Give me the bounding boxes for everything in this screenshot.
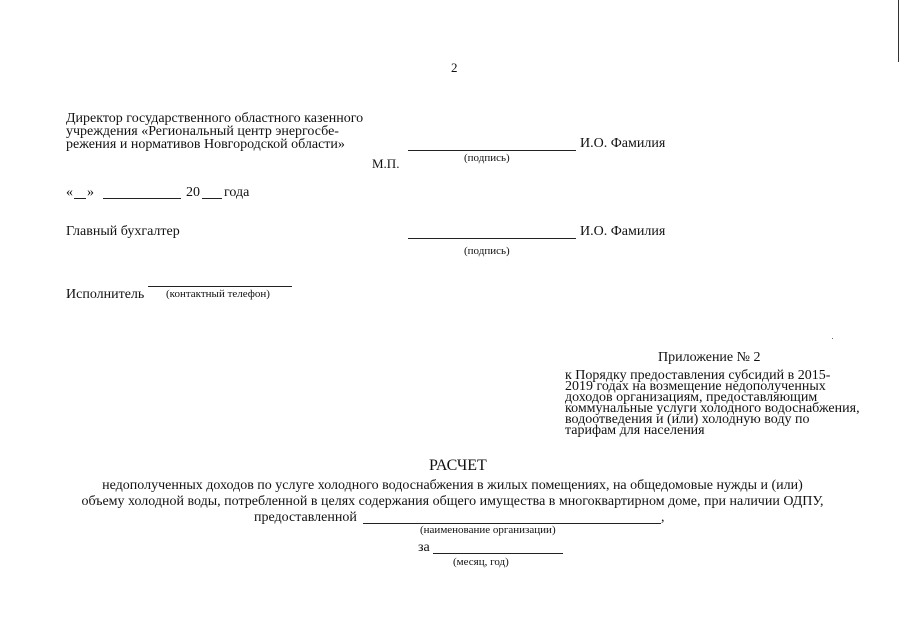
accountant-name: И.О. Фамилия [580, 224, 666, 239]
organization-caption: (наименование организации) [420, 524, 556, 536]
appendix-line-1: к Порядку предоставления субсидий в 2015- [565, 368, 831, 383]
accountant-signature-line [408, 238, 576, 239]
appendix-line-6: тарифам для населения [565, 423, 705, 438]
date-year-blank [202, 198, 222, 199]
stamp-label: М.П. [372, 156, 400, 171]
date-day-blank [74, 198, 86, 199]
accountant-signature-caption: (подпись) [464, 245, 510, 257]
date-close-quote: » [87, 185, 94, 200]
period-line [433, 553, 563, 554]
provided-label: предоставленной [254, 510, 357, 525]
calc-title: РАСЧЕТ [429, 457, 487, 474]
period-for-label: за [418, 540, 430, 555]
organization-comma: , [661, 510, 665, 525]
appendix-line-5: водоотведения и (или) холодную воду по [565, 412, 810, 427]
director-line-2: учреждения «Региональный центр энергосбе- [66, 124, 339, 139]
appendix-title: Приложение № 2 [658, 350, 761, 365]
scan-dot [832, 338, 833, 339]
director-signature-line [408, 150, 576, 151]
executor-phone-line [148, 286, 292, 287]
period-caption: (месяц, год) [453, 556, 509, 568]
executor-phone-caption: (контактный телефон) [166, 288, 270, 300]
date-year-word: года [224, 185, 250, 200]
director-line-3: режения и нормативов Новгородской области» [66, 137, 345, 152]
appendix-line-2: 2019 годах на возмещение недополученных [565, 379, 826, 394]
calc-line-1: недополученных доходов по услуге холодного водоснабжения в жилых помещениях, на общедомовые нужды и (или) [102, 478, 803, 493]
scan-edge-mark [898, 0, 899, 62]
accountant-label: Главный бухгалтер [66, 224, 180, 239]
date-month-blank [103, 198, 181, 199]
director-line-1: Директор государственного областного казенного [66, 111, 364, 126]
director-name: И.О. Фамилия [580, 136, 666, 151]
executor-label: Исполнитель [66, 287, 145, 302]
calc-line-2: объему холодной воды, потребленной в целях содержания общего имущества в многоквартирном доме, при наличии ОДПУ, [81, 494, 824, 509]
appendix-line-4: коммунальные услуги холодного водоснабжения, [565, 401, 860, 416]
page-number: 2 [451, 60, 458, 75]
director-signature-caption: (подпись) [464, 152, 510, 164]
appendix-line-3: доходов организациям, предоставляющим [565, 390, 818, 405]
date-open-quote: « [66, 185, 73, 200]
date-year-prefix: 20 [186, 185, 200, 200]
